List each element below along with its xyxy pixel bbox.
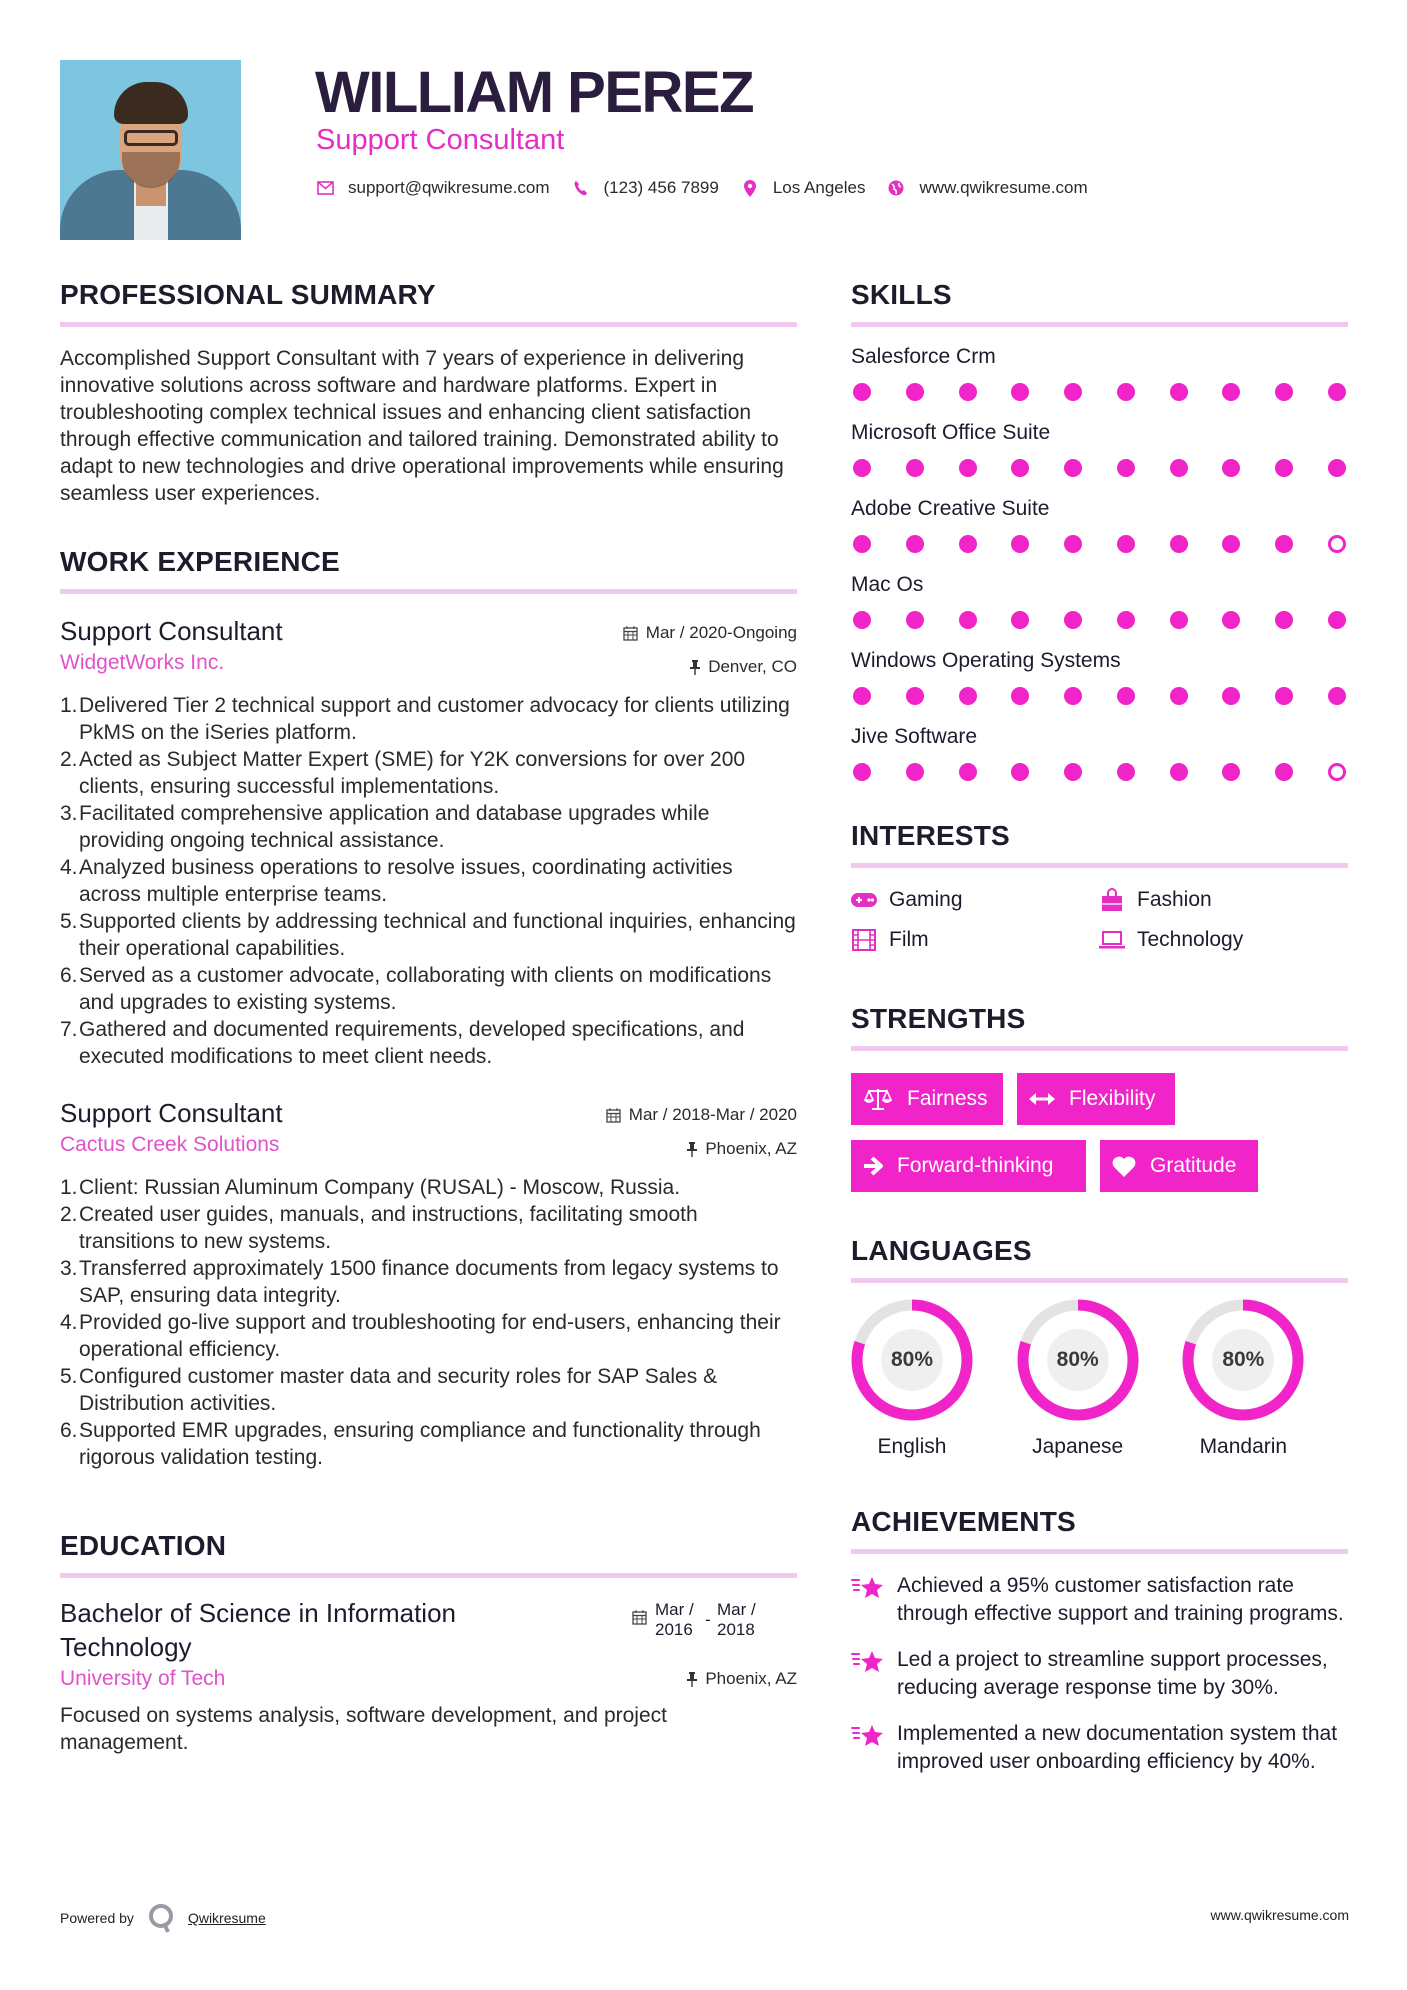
rating-dot-filled-icon — [1117, 611, 1135, 629]
skill-name: Adobe Creative Suite — [851, 497, 1050, 520]
job-entry — [60, 1096, 797, 1471]
job-dates-text: Mar / 2020-Ongoing — [645, 623, 797, 642]
rating-dot-filled-icon — [1275, 687, 1293, 705]
interest-label: Technology — [1137, 928, 1244, 951]
list-item: 6. Served as a customer advocate, collaborating with clients on modifications and upgrades to existing systems. — [60, 964, 772, 1014]
languages-section — [851, 1234, 1348, 1459]
list-item: 2. Created user guides, manuals, and instructions, facilitating smooth transitions to new systems. — [60, 1203, 698, 1253]
language-name: Japanese — [1032, 1435, 1124, 1458]
language-progress-ring — [1182, 1299, 1304, 1421]
rating-dot-filled-icon — [959, 459, 977, 477]
email-text: support@qwikresume.com — [348, 178, 550, 197]
rating-dot-filled-icon — [1222, 383, 1240, 401]
rating-dot-filled-icon — [1328, 611, 1346, 629]
candidate-title: Support Consultant — [316, 124, 565, 156]
rating-dot-filled-icon — [1011, 535, 1029, 553]
footer-website[interactable]: www.qwikresume.com — [1210, 1907, 1349, 1923]
rating-dot-filled-icon — [1011, 611, 1029, 629]
education-start: Mar / 2016 — [655, 1600, 694, 1639]
job-location-text: Denver, CO — [708, 657, 797, 676]
section-divider — [851, 1046, 1348, 1051]
rating-dot-filled-icon — [959, 611, 977, 629]
language-percent: 80% — [1047, 1329, 1109, 1391]
achievements-section — [851, 1505, 1348, 1776]
rating-dot-filled-icon — [1064, 763, 1082, 781]
language-name: Mandarin — [1199, 1435, 1288, 1458]
list-item: 2. Acted as Subject Matter Expert (SME) for Y2K conversions for over 200 clients, ensuring successful implementations. — [60, 748, 746, 798]
rating-dot-filled-icon — [1328, 459, 1346, 477]
rating-dot-filled-icon — [1170, 535, 1188, 553]
globe-icon — [887, 179, 905, 197]
rating-dot-filled-icon — [1011, 687, 1029, 705]
section-divider — [60, 589, 797, 594]
contact-bar — [316, 178, 1110, 198]
phone-icon — [572, 179, 590, 197]
shooting-star-icon — [851, 1646, 897, 1702]
skill-name: Microsoft Office Suite — [851, 421, 1051, 444]
list-item: 4. Provided go-live support and troubleshooting for end-users, enhancing their operational efficiency. — [60, 1311, 781, 1361]
rating-dot-filled-icon — [1064, 611, 1082, 629]
rating-dot-filled-icon — [1170, 383, 1188, 401]
section-divider — [851, 863, 1348, 868]
list-item: 5. Configured customer master data and security roles for SAP Sales & Distribution activities. — [60, 1365, 718, 1415]
rating-dot-filled-icon — [853, 459, 871, 477]
section-divider — [851, 322, 1348, 327]
interest-item — [1099, 888, 1347, 912]
list-item: 4. Analyzed business operations to resolve issues, coordinating activities across multiple enterprise teams. — [60, 856, 733, 906]
qwikresume-link[interactable]: Qwikresume — [187, 1910, 266, 1926]
pushpin-icon — [690, 660, 700, 675]
qwikresume-logo-icon — [148, 1903, 176, 1933]
rating-dot-filled-icon — [959, 535, 977, 553]
achievement-text: Achieved a 95% customer satisfaction rate through effective support and training programs. — [897, 1574, 1344, 1625]
interest-item — [851, 928, 1099, 952]
rating-dot-filled-icon — [1222, 763, 1240, 781]
skill-rating — [851, 383, 1348, 401]
job-location-text: Phoenix, AZ — [705, 1139, 797, 1158]
strength-label: Gratitude — [1150, 1154, 1237, 1177]
education-section — [60, 1529, 797, 1756]
arrows-horizontal-icon — [1029, 1092, 1055, 1106]
date-separator: - — [705, 1610, 711, 1629]
rating-dot-filled-icon — [1064, 459, 1082, 477]
rating-dot-filled-icon — [1117, 535, 1135, 553]
skill-rating — [851, 763, 1348, 781]
skill-rating — [851, 459, 1348, 477]
skill-rating — [851, 611, 1348, 629]
rating-dot-filled-icon — [959, 383, 977, 401]
rating-dot-filled-icon — [1117, 763, 1135, 781]
rating-dot-filled-icon — [906, 535, 924, 553]
skill-rating — [851, 687, 1348, 705]
list-item: 1. Client: Russian Aluminum Company (RUSAL) - Moscow, Russia. — [60, 1176, 681, 1199]
section-heading: PROFESSIONAL SUMMARY — [60, 279, 436, 310]
job-location — [687, 1138, 797, 1160]
list-item: 3. Transferred approximately 1500 finance documents from legacy systems to SAP, ensuring data integrity. — [60, 1257, 779, 1307]
strengths-section — [851, 1002, 1348, 1192]
section-divider — [60, 322, 797, 327]
interests-section — [851, 819, 1348, 952]
job-dates — [606, 1104, 797, 1126]
language-name: English — [877, 1435, 947, 1458]
rating-dot-filled-icon — [1064, 535, 1082, 553]
rating-dot-filled-icon — [1170, 611, 1188, 629]
calendar-icon — [632, 1610, 647, 1625]
rating-dot-filled-icon — [1170, 687, 1188, 705]
rating-dot-filled-icon — [1275, 383, 1293, 401]
achievement-item — [851, 1646, 1348, 1702]
language-percent: 80% — [881, 1329, 943, 1391]
powered-by-text: Powered by — [60, 1910, 134, 1926]
left-column — [60, 278, 797, 1756]
envelope-icon — [316, 179, 334, 197]
list-item: 5. Supported clients by addressing technical and functional inquiries, enhancing their operational capabilities. — [60, 910, 796, 960]
education-description: Focused on systems analysis, software development, and project management. — [60, 1704, 667, 1754]
interest-item — [851, 888, 1099, 912]
language-item — [851, 1299, 1017, 1459]
language-item — [1182, 1299, 1348, 1459]
interest-label: Film — [889, 928, 929, 951]
rating-dot-filled-icon — [1170, 459, 1188, 477]
list-item: 3. Facilitated comprehensive application and database upgrades while providing ongoing technical assistance. — [60, 802, 710, 852]
profile-photo — [60, 60, 241, 240]
shooting-star-icon — [851, 1720, 897, 1776]
rating-dot-filled-icon — [1275, 459, 1293, 477]
contact-location — [741, 178, 866, 198]
rating-dot-filled-icon — [959, 763, 977, 781]
heart-icon — [1112, 1156, 1136, 1177]
shopping-bag-icon — [1099, 889, 1125, 911]
education-location — [687, 1664, 797, 1690]
interest-label: Gaming — [889, 888, 963, 911]
rating-dot-filled-icon — [906, 383, 924, 401]
rating-dot-filled-icon — [1275, 611, 1293, 629]
rating-dot-filled-icon — [853, 535, 871, 553]
rating-dot-filled-icon — [906, 763, 924, 781]
section-heading: STRENGTHS — [851, 1003, 1026, 1034]
section-heading: LANGUAGES — [851, 1235, 1032, 1266]
achievements-list — [851, 1572, 1348, 1776]
laptop-icon — [1099, 929, 1125, 951]
interest-label: Fashion — [1137, 888, 1212, 911]
rating-dot-filled-icon — [1117, 687, 1135, 705]
rating-dot-filled-icon — [1064, 687, 1082, 705]
rating-dot-empty-icon — [1328, 535, 1346, 553]
rating-dot-filled-icon — [1222, 611, 1240, 629]
rating-dot-filled-icon — [853, 383, 871, 401]
rating-dot-filled-icon — [1117, 383, 1135, 401]
calendar-icon — [606, 1108, 621, 1123]
job-dates — [623, 622, 797, 644]
arrow-right-icon — [863, 1156, 883, 1176]
section-divider — [851, 1278, 1348, 1283]
pushpin-icon — [687, 1142, 697, 1157]
rating-dot-filled-icon — [1222, 459, 1240, 477]
language-progress-ring — [1017, 1299, 1139, 1421]
language-percent: 80% — [1212, 1329, 1274, 1391]
right-column — [851, 278, 1348, 1776]
rating-dot-filled-icon — [853, 611, 871, 629]
strength-chip — [851, 1073, 1003, 1125]
rating-dot-filled-icon — [959, 687, 977, 705]
section-heading: SKILLS — [851, 279, 952, 310]
strength-label: Flexibility — [1069, 1087, 1156, 1110]
skill-name: Windows Operating Systems — [851, 649, 1121, 672]
language-progress-ring — [851, 1299, 973, 1421]
skill-name: Jive Software — [851, 725, 978, 748]
strength-chip — [1100, 1140, 1258, 1192]
rating-dot-filled-icon — [1011, 763, 1029, 781]
section-heading: EDUCATION — [60, 1530, 227, 1561]
contact-email[interactable] — [316, 178, 550, 198]
section-divider — [60, 1573, 797, 1578]
contact-website[interactable] — [887, 178, 1087, 198]
rating-dot-filled-icon — [906, 687, 924, 705]
strength-chip — [851, 1140, 1086, 1192]
list-item: 6. Supported EMR upgrades, ensuring compliance and functionality through rigorous validation testing. — [60, 1419, 761, 1469]
rating-dot-filled-icon — [1117, 459, 1135, 477]
location-text: Los Angeles — [772, 178, 866, 197]
languages-list — [851, 1299, 1348, 1459]
rating-dot-filled-icon — [853, 687, 871, 705]
balance-scale-icon — [863, 1087, 893, 1111]
rating-dot-filled-icon — [1222, 535, 1240, 553]
job-entry — [60, 614, 797, 1070]
education-dates — [632, 1596, 767, 1640]
job-company: WidgetWorks Inc. — [60, 651, 225, 674]
gamepad-icon — [851, 889, 877, 911]
list-item: 7. Gathered and documented requirements, developed specifications, and executed modifications to meet client needs. — [60, 1018, 745, 1068]
strength-chip — [1017, 1073, 1175, 1125]
rating-dot-filled-icon — [1011, 459, 1029, 477]
achievement-item — [851, 1572, 1348, 1628]
contact-phone[interactable] — [572, 178, 719, 198]
job-company: Cactus Creek Solutions — [60, 1133, 280, 1156]
summary-text: Accomplished Support Consultant with 7 years of experience in delivering innovative solutions across software and hardware platforms. Expert in troubleshooting complex technical issues and enhancing client satisfaction through effective communication and tailored training. Demonstrated ability to adapt to new technologies and drive operational improvements while ensuring seamless user experiences. — [60, 347, 784, 505]
section-divider — [851, 1549, 1348, 1554]
film-icon — [851, 929, 877, 951]
section-heading: ACHIEVEMENTS — [851, 1506, 1076, 1537]
calendar-icon — [623, 626, 638, 641]
candidate-name: WILLIAM PEREZ — [315, 60, 754, 125]
job-title: Support Consultant — [60, 1098, 283, 1128]
education-location-text: Phoenix, AZ — [705, 1669, 797, 1688]
list-item: 1. Delivered Tier 2 technical support and customer advocacy for clients utilizing PkMS on the iSeries platform. — [60, 694, 790, 744]
skill-name: Mac Os — [851, 573, 924, 596]
rating-dot-filled-icon — [1328, 383, 1346, 401]
achievement-item — [851, 1720, 1348, 1776]
experience-section — [60, 545, 797, 1471]
strength-label: Fairness — [907, 1087, 988, 1110]
education-end: Mar / 2018 — [717, 1600, 756, 1639]
pushpin-icon — [687, 1672, 697, 1687]
section-heading: INTERESTS — [851, 820, 1010, 851]
section-heading: WORK EXPERIENCE — [60, 546, 340, 577]
rating-dot-filled-icon — [1064, 383, 1082, 401]
footer-powered-by — [60, 1903, 266, 1933]
skills-section — [851, 278, 1348, 781]
job-location — [690, 656, 797, 678]
rating-dot-filled-icon — [1328, 687, 1346, 705]
rating-dot-filled-icon — [853, 763, 871, 781]
degree-title: Bachelor of Science in Information Technology — [60, 1598, 456, 1662]
job-dates-text: Mar / 2018-Mar / 2020 — [628, 1105, 797, 1124]
rating-dot-filled-icon — [1275, 763, 1293, 781]
rating-dot-empty-icon — [1328, 763, 1346, 781]
map-marker-icon — [741, 179, 759, 197]
job-title: Support Consultant — [60, 616, 283, 646]
job-bullets — [60, 692, 797, 1070]
language-item — [1017, 1299, 1183, 1459]
rating-dot-filled-icon — [1011, 383, 1029, 401]
shooting-star-icon — [851, 1572, 897, 1628]
interest-item — [1099, 928, 1347, 952]
rating-dot-filled-icon — [1275, 535, 1293, 553]
rating-dot-filled-icon — [906, 611, 924, 629]
skill-name: Salesforce Crm — [851, 345, 996, 368]
job-bullets — [60, 1174, 797, 1471]
phone-text: (123) 456 7899 — [603, 178, 719, 197]
strength-label: Forward-thinking — [897, 1154, 1054, 1177]
skill-rating — [851, 535, 1348, 553]
school-name: University of Tech — [60, 1667, 226, 1690]
rating-dot-filled-icon — [906, 459, 924, 477]
website-text: www.qwikresume.com — [919, 178, 1088, 197]
rating-dot-filled-icon — [1170, 763, 1188, 781]
achievement-text: Implemented a new documentation system that improved user onboarding efficiency by 40%. — [897, 1722, 1338, 1773]
achievement-text: Led a project to streamline support processes, reducing average response time by 30%. — [897, 1648, 1328, 1699]
skills-list — [851, 343, 1348, 781]
rating-dot-filled-icon — [1222, 687, 1240, 705]
summary-section — [60, 278, 797, 507]
